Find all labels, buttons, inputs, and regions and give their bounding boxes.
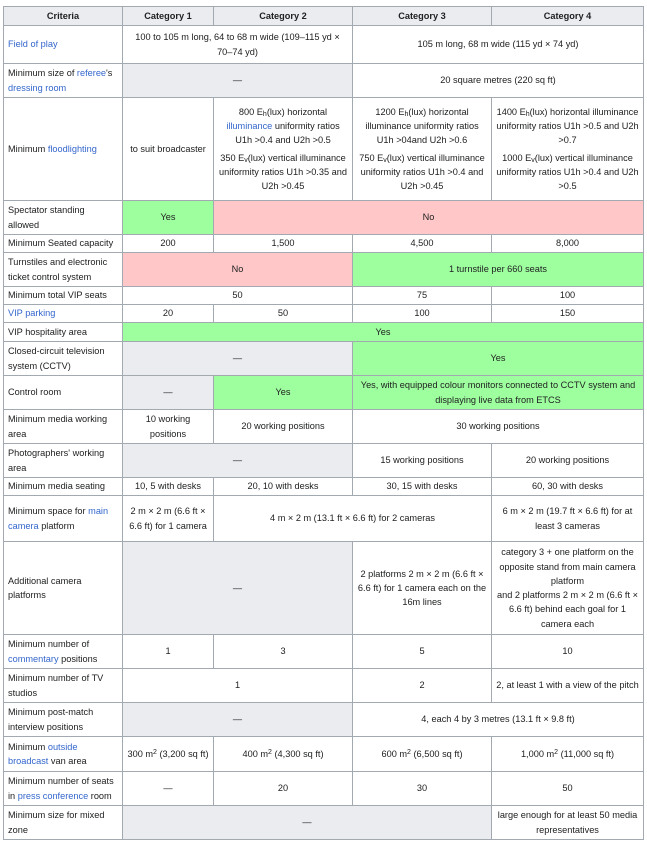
table-row bbox=[4, 98, 644, 201]
cell-text: 800 E bbox=[238, 106, 263, 117]
table-cell: 50 bbox=[214, 305, 353, 323]
cell-text: (6,500 sq ft) bbox=[410, 748, 463, 759]
table-cell: 2, at least 1 with a view of the pitch bbox=[492, 669, 644, 703]
table-cell: 3 bbox=[214, 635, 353, 669]
table-cell: 15 working positions bbox=[353, 444, 492, 478]
row-label-text: platform bbox=[38, 520, 75, 531]
cell-text: (lux) horizontal illuminance uniformity ratios U1h >0.5 and U2h >0.7 bbox=[496, 106, 639, 146]
table-row bbox=[4, 201, 644, 235]
table-cell: 30 bbox=[353, 772, 492, 806]
table-row bbox=[4, 305, 644, 323]
table-cell: 20 bbox=[123, 305, 214, 323]
cell-text: 600 m bbox=[381, 748, 408, 759]
row-label-text: positions bbox=[58, 653, 98, 664]
row-label: Additional camera platforms bbox=[4, 542, 123, 635]
table-cell: Yes bbox=[353, 342, 644, 376]
referee-link[interactable]: referee bbox=[76, 68, 107, 79]
vip-parking-link[interactable]: VIP parking bbox=[8, 308, 56, 319]
category-requirements-table bbox=[3, 6, 644, 840]
row-label bbox=[4, 98, 123, 201]
illuminance-link[interactable]: illuminance bbox=[226, 121, 273, 131]
cell-superscript: 2 bbox=[153, 748, 157, 756]
table-row bbox=[4, 806, 644, 840]
table-row bbox=[4, 253, 644, 287]
table-row bbox=[4, 287, 644, 305]
table-cell: to suit broadcaster bbox=[123, 98, 214, 201]
table-cell: — bbox=[123, 342, 353, 376]
table-cell: 30, 15 with desks bbox=[353, 478, 492, 496]
table-row bbox=[4, 64, 644, 98]
cell-text: 1200 E bbox=[375, 106, 405, 117]
floodlighting-link[interactable]: floodlighting bbox=[47, 143, 97, 154]
cell-text: (lux) vertical illuminance uniformity ratios U1h >0.4 and U2h >0.45 bbox=[360, 152, 485, 191]
table-cell: Yes bbox=[123, 323, 644, 342]
table-cell: 20, 10 with desks bbox=[214, 478, 353, 496]
table-cell: 2 platforms 2 m × 2 m (6.6 ft × 6.6 ft) for 1 camera each on the 16m lines bbox=[353, 542, 492, 635]
table-cell: 4 m × 2 m (13.1 ft × 6.6 ft) for 2 cameras bbox=[214, 496, 492, 542]
commentary-link[interactable]: commentary bbox=[8, 653, 59, 664]
table-cell bbox=[123, 737, 214, 772]
table-cell: No bbox=[214, 201, 644, 235]
cell-text: 1,000 m bbox=[520, 748, 555, 759]
table-cell: 50 bbox=[492, 772, 644, 806]
table-row bbox=[4, 635, 644, 669]
table-cell: — bbox=[123, 444, 353, 478]
table-cell: 75 bbox=[353, 287, 492, 305]
table-cell: 100 bbox=[353, 305, 492, 323]
table-row bbox=[4, 542, 644, 635]
row-label: VIP hospitality area bbox=[4, 323, 123, 342]
table-cell bbox=[353, 98, 492, 201]
cell-text: (lux) vertical illuminance uniformity ratios U1h >0.4 and U2h >0.5 bbox=[496, 152, 639, 191]
table-cell: — bbox=[123, 542, 353, 635]
cell-text: 1000 E bbox=[502, 152, 532, 163]
cell-text: (lux) horizontal bbox=[266, 106, 328, 117]
row-label-text: Minimum bbox=[8, 143, 48, 154]
table-cell: — bbox=[123, 806, 492, 840]
table-cell: 10 bbox=[492, 635, 644, 669]
row-label-text: Minimum number of seats in bbox=[8, 776, 114, 801]
table-cell: 20 working positions bbox=[214, 410, 353, 444]
table-cell: — bbox=[123, 64, 353, 98]
field-of-play-link[interactable]: Field of play bbox=[8, 39, 58, 50]
cell-text: 300 m bbox=[127, 748, 154, 759]
table-cell: large enough for at least 50 media representatives bbox=[492, 806, 644, 840]
row-label: Turnstiles and electronic ticket control system bbox=[4, 253, 123, 287]
table-cell: 20 square metres (220 sq ft) bbox=[353, 64, 644, 98]
cell-text: (3,200 sq ft) bbox=[156, 748, 209, 759]
table-cell: 150 bbox=[492, 305, 644, 323]
dressing-room-link[interactable]: dressing room bbox=[8, 82, 67, 93]
row-label: Minimum size for mixed zone bbox=[4, 806, 123, 840]
table-row bbox=[4, 323, 644, 342]
row-label: Closed-circuit television system (CCTV) bbox=[4, 342, 123, 376]
table-cell: Yes bbox=[123, 201, 214, 235]
row-label bbox=[4, 635, 123, 669]
table-cell: 100 to 105 m long, 64 to 68 m wide (109–115 yd × 70–74 yd) bbox=[123, 26, 353, 64]
table-row bbox=[4, 772, 644, 806]
row-label bbox=[4, 305, 123, 323]
table-cell: 8,000 bbox=[492, 235, 644, 253]
main-camera-link[interactable]: main camera bbox=[8, 506, 109, 531]
table-cell bbox=[214, 737, 353, 772]
header-category-2[interactable]: Category 2 bbox=[214, 7, 353, 26]
cell-superscript: 2 bbox=[554, 748, 559, 756]
table-row bbox=[4, 376, 644, 410]
row-label: Control room bbox=[4, 376, 123, 410]
table-cell: 10 working positions bbox=[123, 410, 214, 444]
table-cell: No bbox=[123, 253, 353, 287]
row-label bbox=[4, 772, 123, 806]
row-label: Minimum number of TV studios bbox=[4, 669, 123, 703]
table-cell: 1 bbox=[123, 669, 353, 703]
cell-text: (11,000 sq ft) bbox=[558, 748, 615, 759]
table-cell: — bbox=[123, 376, 214, 410]
table-cell bbox=[353, 737, 492, 772]
row-label: Photographers' working area bbox=[4, 444, 123, 478]
table-cell: 2 m × 2 m (6.6 ft × 6.6 ft) for 1 camera bbox=[123, 496, 214, 542]
table-cell: 60, 30 with desks bbox=[492, 478, 644, 496]
row-label: Minimum media working area bbox=[4, 410, 123, 444]
header-criteria[interactable]: Criteria bbox=[4, 7, 123, 26]
cell-subscript: h bbox=[262, 110, 267, 118]
row-label bbox=[4, 737, 123, 772]
row-label-text: Minimum number of bbox=[8, 639, 90, 650]
table-cell bbox=[214, 98, 353, 201]
cell-subscript: h bbox=[525, 110, 530, 118]
row-label-text: 's bbox=[106, 68, 113, 79]
row-label bbox=[4, 64, 123, 98]
table-row bbox=[4, 703, 644, 737]
cell-text: and 2 platforms 2 m × 2 m (6.6 ft × 6.6 ft) behind each goal for 1 camera each bbox=[497, 590, 638, 629]
cell-subscript: v bbox=[383, 156, 387, 164]
table-cell: 20 working positions bbox=[492, 444, 644, 478]
cell-text: (lux) horizontal illuminance uniformity ratios U1h >04and U2h >0.6 bbox=[365, 106, 479, 146]
table-cell: 6 m × 2 m (19.7 ft × 6.6 ft) for at least 3 cameras bbox=[492, 496, 644, 542]
table-cell: 100 bbox=[492, 287, 644, 305]
outside-broadcast-link[interactable]: outside broadcast bbox=[8, 741, 78, 766]
row-label-text: room bbox=[88, 790, 112, 801]
table-cell: 4, each 4 by 3 metres (13.1 ft × 9.8 ft) bbox=[353, 703, 644, 737]
table-cell: 105 m long, 68 m wide (115 yd × 74 yd) bbox=[353, 26, 644, 64]
cell-subscript: h bbox=[404, 110, 409, 118]
cell-superscript: 2 bbox=[268, 748, 272, 756]
table-cell bbox=[492, 98, 644, 201]
table-row bbox=[4, 669, 644, 703]
table-cell: — bbox=[123, 772, 214, 806]
table-row bbox=[4, 737, 644, 772]
table-row bbox=[4, 235, 644, 253]
cell-text: 350 E bbox=[220, 152, 245, 163]
table-row bbox=[4, 342, 644, 376]
press-conference-link[interactable]: press conference bbox=[17, 790, 89, 801]
cell-subscript: v bbox=[531, 156, 535, 164]
table-cell bbox=[492, 737, 644, 772]
row-label-text: Minimum bbox=[8, 741, 48, 752]
cell-subscript: v bbox=[244, 156, 248, 164]
table-row bbox=[4, 26, 644, 64]
cell-text: (lux) vertical illuminance uniformity ratios U1h >0.35 and U2h >0.45 bbox=[219, 152, 347, 191]
row-label: Spectator standing allowed bbox=[4, 201, 123, 235]
cell-text: 750 E bbox=[359, 152, 384, 163]
table-row bbox=[4, 496, 644, 542]
header-category-1[interactable]: Category 1 bbox=[123, 7, 214, 26]
row-label bbox=[4, 496, 123, 542]
cell-text: uniformity ratios U1h >0.4 and U2h >0.5 bbox=[235, 121, 340, 146]
row-label: Minimum media seating bbox=[4, 478, 123, 496]
row-label: Minimum total VIP seats bbox=[4, 287, 123, 305]
cell-text: 400 m bbox=[242, 748, 269, 759]
row-label-text: Minimum space for bbox=[8, 506, 89, 517]
table-cell: 4,500 bbox=[353, 235, 492, 253]
cell-text: 1400 E bbox=[496, 106, 526, 117]
table-cell: 1 bbox=[123, 635, 214, 669]
table-cell: 1,500 bbox=[214, 235, 353, 253]
table-cell: 2 bbox=[353, 669, 492, 703]
table-cell bbox=[492, 542, 644, 635]
table-cell: 200 bbox=[123, 235, 214, 253]
table-cell: Yes, with equipped colour monitors connected to CCTV system and displaying live data from ETCS bbox=[353, 376, 644, 410]
row-label: Minimum post-match interview positions bbox=[4, 703, 123, 737]
table-cell: 5 bbox=[353, 635, 492, 669]
table-cell: 20 bbox=[214, 772, 353, 806]
row-label-text: Minimum size of bbox=[8, 68, 77, 79]
table-row bbox=[4, 410, 644, 444]
cell-text: (4,300 sq ft) bbox=[271, 748, 324, 759]
table-cell: Yes bbox=[214, 376, 353, 410]
table-cell: 30 working positions bbox=[353, 410, 644, 444]
header-category-3[interactable]: Category 3 bbox=[353, 7, 492, 26]
table-cell: 50 bbox=[123, 287, 353, 305]
table-row bbox=[4, 444, 644, 478]
table-cell: 1 turnstile per 660 seats bbox=[353, 253, 644, 287]
header-category-4[interactable]: Category 4 bbox=[492, 7, 644, 26]
table-cell: 10, 5 with desks bbox=[123, 478, 214, 496]
table-row bbox=[4, 478, 644, 496]
row-label: Minimum Seated capacity bbox=[4, 235, 123, 253]
row-label-text: van area bbox=[48, 756, 87, 766]
row-label bbox=[4, 26, 123, 64]
cell-superscript: 2 bbox=[407, 748, 411, 756]
header-row bbox=[4, 7, 644, 26]
table-cell: — bbox=[123, 703, 353, 737]
cell-text: category 3 + one platform on the opposite stand from main camera platform bbox=[499, 547, 636, 586]
